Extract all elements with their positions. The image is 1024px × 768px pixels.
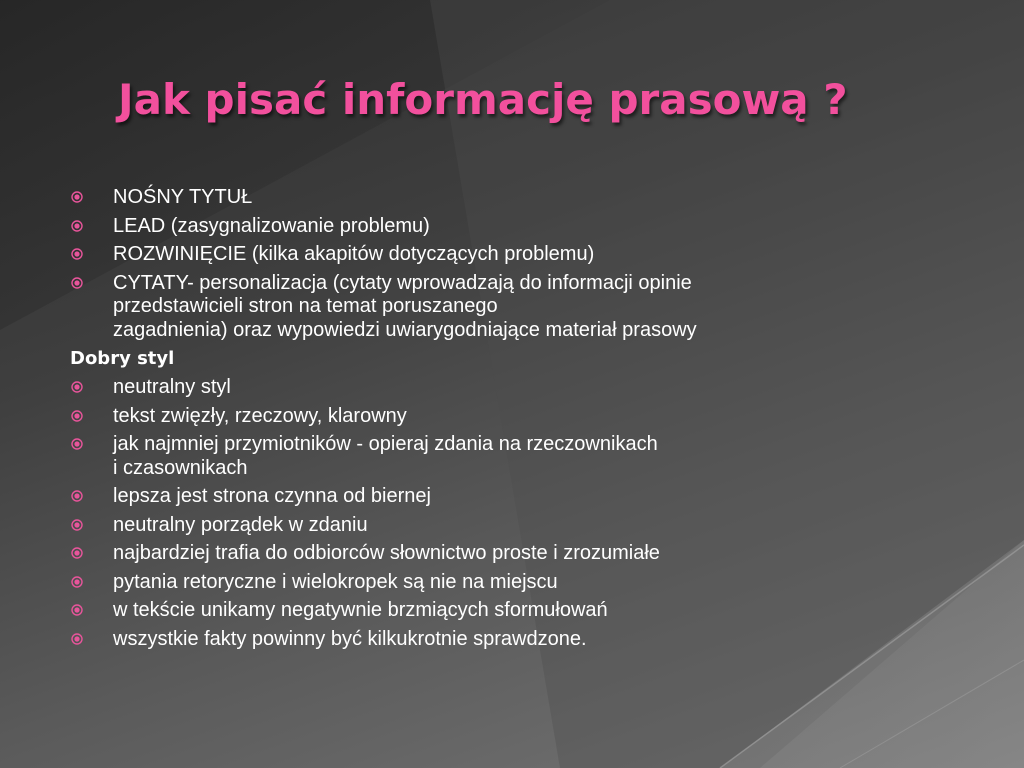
bullet-text-line: ROZWINIĘCIE (kilka akapitów dotyczących problemu) bbox=[113, 243, 595, 265]
circle-bullet-icon bbox=[71, 277, 83, 289]
bullet-item bbox=[70, 571, 1000, 595]
bullet-text-line: neutralny styl bbox=[113, 376, 231, 398]
bullet-item bbox=[70, 599, 1000, 623]
circle-bullet-icon bbox=[71, 191, 83, 203]
bullet-item bbox=[70, 628, 1000, 652]
bullet-text-line: lepsza jest strona czynna od biernej bbox=[113, 485, 431, 507]
bullet-list-main bbox=[70, 186, 1000, 342]
bullet-item bbox=[70, 243, 1000, 267]
circle-bullet-icon bbox=[71, 576, 83, 588]
bullet-item bbox=[70, 215, 1000, 239]
bullet-text-line: neutralny porządek w zdaniu bbox=[113, 513, 368, 536]
bullet-text-line: jak najmniej przymiotników - opieraj zdania na rzeczownikach bbox=[113, 433, 658, 455]
bullet-text-line: najbardziej trafia do odbiorców słownictwo proste i zrozumiałe bbox=[113, 542, 660, 564]
bullet-text-line: w tekście unikamy negatywnie brzmiących sformułowań bbox=[113, 599, 608, 621]
slide-content bbox=[70, 186, 1000, 656]
circle-bullet-icon bbox=[71, 519, 83, 531]
bullet-item bbox=[70, 433, 1000, 480]
bullet-item bbox=[70, 376, 1000, 400]
circle-bullet-icon bbox=[71, 547, 83, 559]
section-subheading: Dobry styl bbox=[70, 348, 175, 369]
bullet-text-line: wszystkie fakty powinny być kilkukrotnie sprawdzone. bbox=[113, 627, 587, 650]
bullet-text-line: przedstawicieli stron na temat poruszanego bbox=[113, 295, 498, 317]
bullet-text-line: CYTATY- personalizacja (cytaty wprowadzają do informacji opinie bbox=[113, 271, 692, 294]
slide-title: Jak pisać informację prasową ? bbox=[118, 75, 848, 124]
bullet-list-style bbox=[70, 376, 1000, 651]
circle-bullet-icon bbox=[71, 633, 83, 645]
circle-bullet-icon bbox=[71, 438, 83, 450]
bullet-text-line: LEAD (zasygnalizowanie problemu) bbox=[113, 214, 430, 237]
circle-bullet-icon bbox=[71, 220, 83, 232]
bullet-item bbox=[70, 405, 1000, 429]
bullet-item bbox=[70, 485, 1000, 509]
circle-bullet-icon bbox=[71, 604, 83, 616]
circle-bullet-icon bbox=[71, 248, 83, 260]
bullet-text-line: NOŚNY TYTUŁ bbox=[113, 186, 253, 208]
bullet-item bbox=[70, 272, 1000, 343]
bullet-item bbox=[70, 186, 1000, 210]
circle-bullet-icon bbox=[71, 381, 83, 393]
bullet-text-line: i czasownikach bbox=[113, 456, 248, 479]
circle-bullet-icon bbox=[71, 490, 83, 502]
bullet-text-line: tekst zwięzły, rzeczowy, klarowny bbox=[113, 404, 407, 427]
bullet-item bbox=[70, 542, 1000, 566]
bullet-text-line: zagadnienia) oraz wypowiedzi uwiarygodniające materiał prasowy bbox=[113, 318, 697, 341]
bullet-text-line: pytania retoryczne i wielokropek są nie na miejscu bbox=[113, 570, 558, 593]
bullet-item bbox=[70, 514, 1000, 538]
circle-bullet-icon bbox=[71, 410, 83, 422]
